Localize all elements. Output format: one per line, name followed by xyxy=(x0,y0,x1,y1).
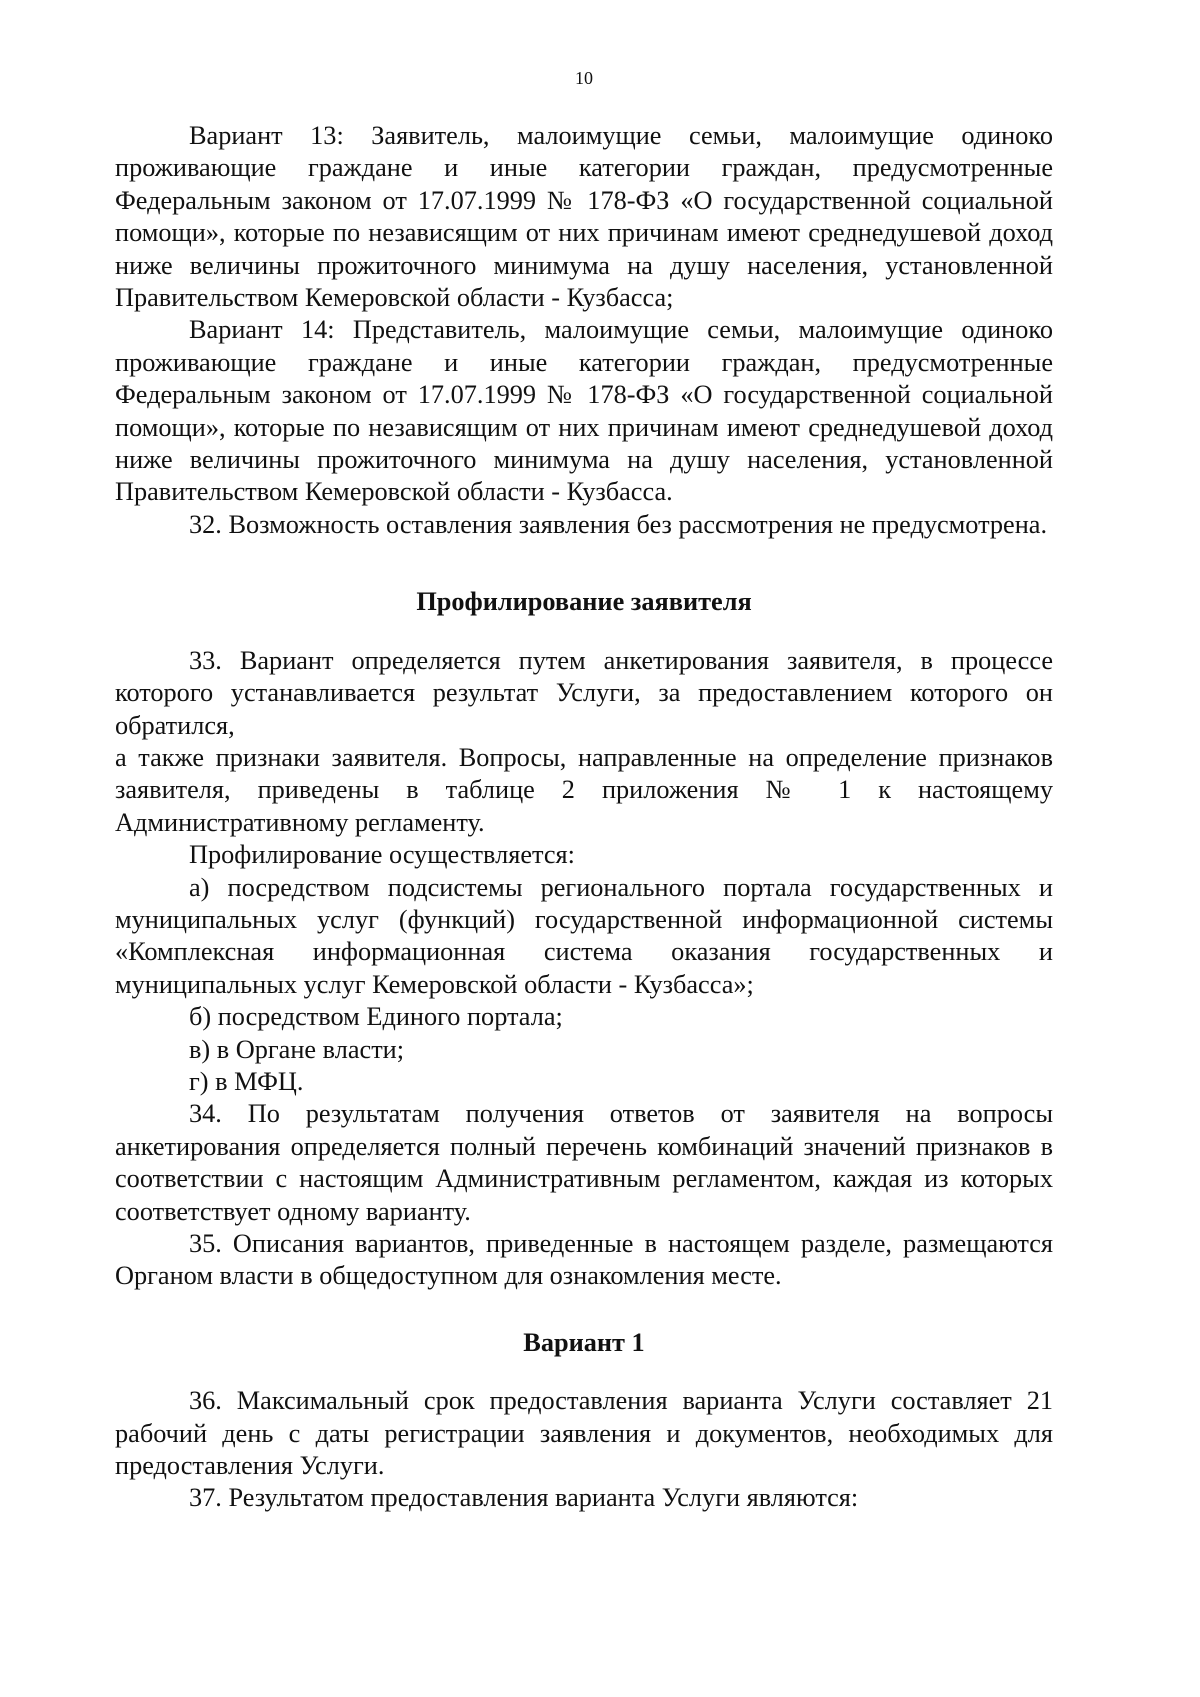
heading-variant-1: Вариант 1 xyxy=(523,1327,645,1357)
paragraph-variant-14: Вариант 14: Представитель, малоимущие семьи, малоимущие одиноко проживающие граждане и иные категории граждан, предусмотренные Федеральным законом от 17.07.1999 № 178-ФЗ «О государственной социальной помощи», которые по независящим от них причинам имеют среднедушевой доход ниже величины прожиточного минимума на душу населения, установленной Правительством Кемеровской области - Кузбасса. xyxy=(115,315,1053,507)
paragraph-variant-13: Вариант 13: Заявитель, малоимущие семьи, малоимущие одиноко проживающие граждане и иные категории граждан, предусмотренные Федеральным законом от 17.07.1999 № 178-ФЗ «О государственной социальной помощи», которые по независящим от них причинам имеют среднедушевой доход ниже величины прожиточного минимума на душу населения, установленной Правительством Кемеровской области - Кузбасса; xyxy=(115,121,1053,313)
paragraph-33: 33. Вариант определяется путем анкетирования заявителя, в процессе которого устанавливается результат Услуги, за предоставлением которого он обратился, xyxy=(115,645,1053,740)
heading-applicant-profiling: Профилирование заявителя xyxy=(416,587,752,617)
document-page xyxy=(115,0,1150,1697)
paragraph-34: 34. По результатам получения ответов от заявителя на вопросы анкетирования определяется полный перечень комбинаций значений признаков в соответствии с настоящим Административным регламентом, каждая из которых соответствует одному варианту. xyxy=(115,1099,1053,1226)
document-body xyxy=(115,120,1053,1515)
list-item-a: а) посредством подсистемы регионального портала государственных и муниципальных услуг (функций) государственной информационной системы «Комплексная информационная система оказания государственных и муниципальных услуг Кемеровской области - Кузбасса»; xyxy=(115,872,1053,999)
list-item-g: г) в МФЦ. xyxy=(189,1066,304,1096)
paragraph-37: 37. Результатом предоставления варианта Услуги являются: xyxy=(189,1483,859,1513)
page-number: 10 xyxy=(575,68,593,88)
paragraph-36: 36. Максимальный срок предоставления варианта Услуги составляет 21 рабочий день с даты регистрации заявления и документов, необходимых для предоставления Услуги. xyxy=(115,1386,1053,1481)
paragraph-32: 32. Возможность оставления заявления без рассмотрения не предусмотрена. xyxy=(189,509,1048,539)
paragraph-35: 35. Описания вариантов, приведенные в настоящем разделе, размещаются Органом власти в общедоступном для ознакомления месте. xyxy=(115,1229,1053,1291)
list-item-b: б) посредством Единого портала; xyxy=(189,1002,563,1032)
paragraph-33-continued: а также признаки заявителя. Вопросы, направленные на определение признаков заявителя, приведены в таблице 2 приложения № 1 к настоящему Административному регламенту. xyxy=(115,742,1053,837)
list-item-v: в) в Органе власти; xyxy=(189,1034,405,1064)
paragraph-profiling-intro: Профилирование осуществляется: xyxy=(189,840,575,870)
